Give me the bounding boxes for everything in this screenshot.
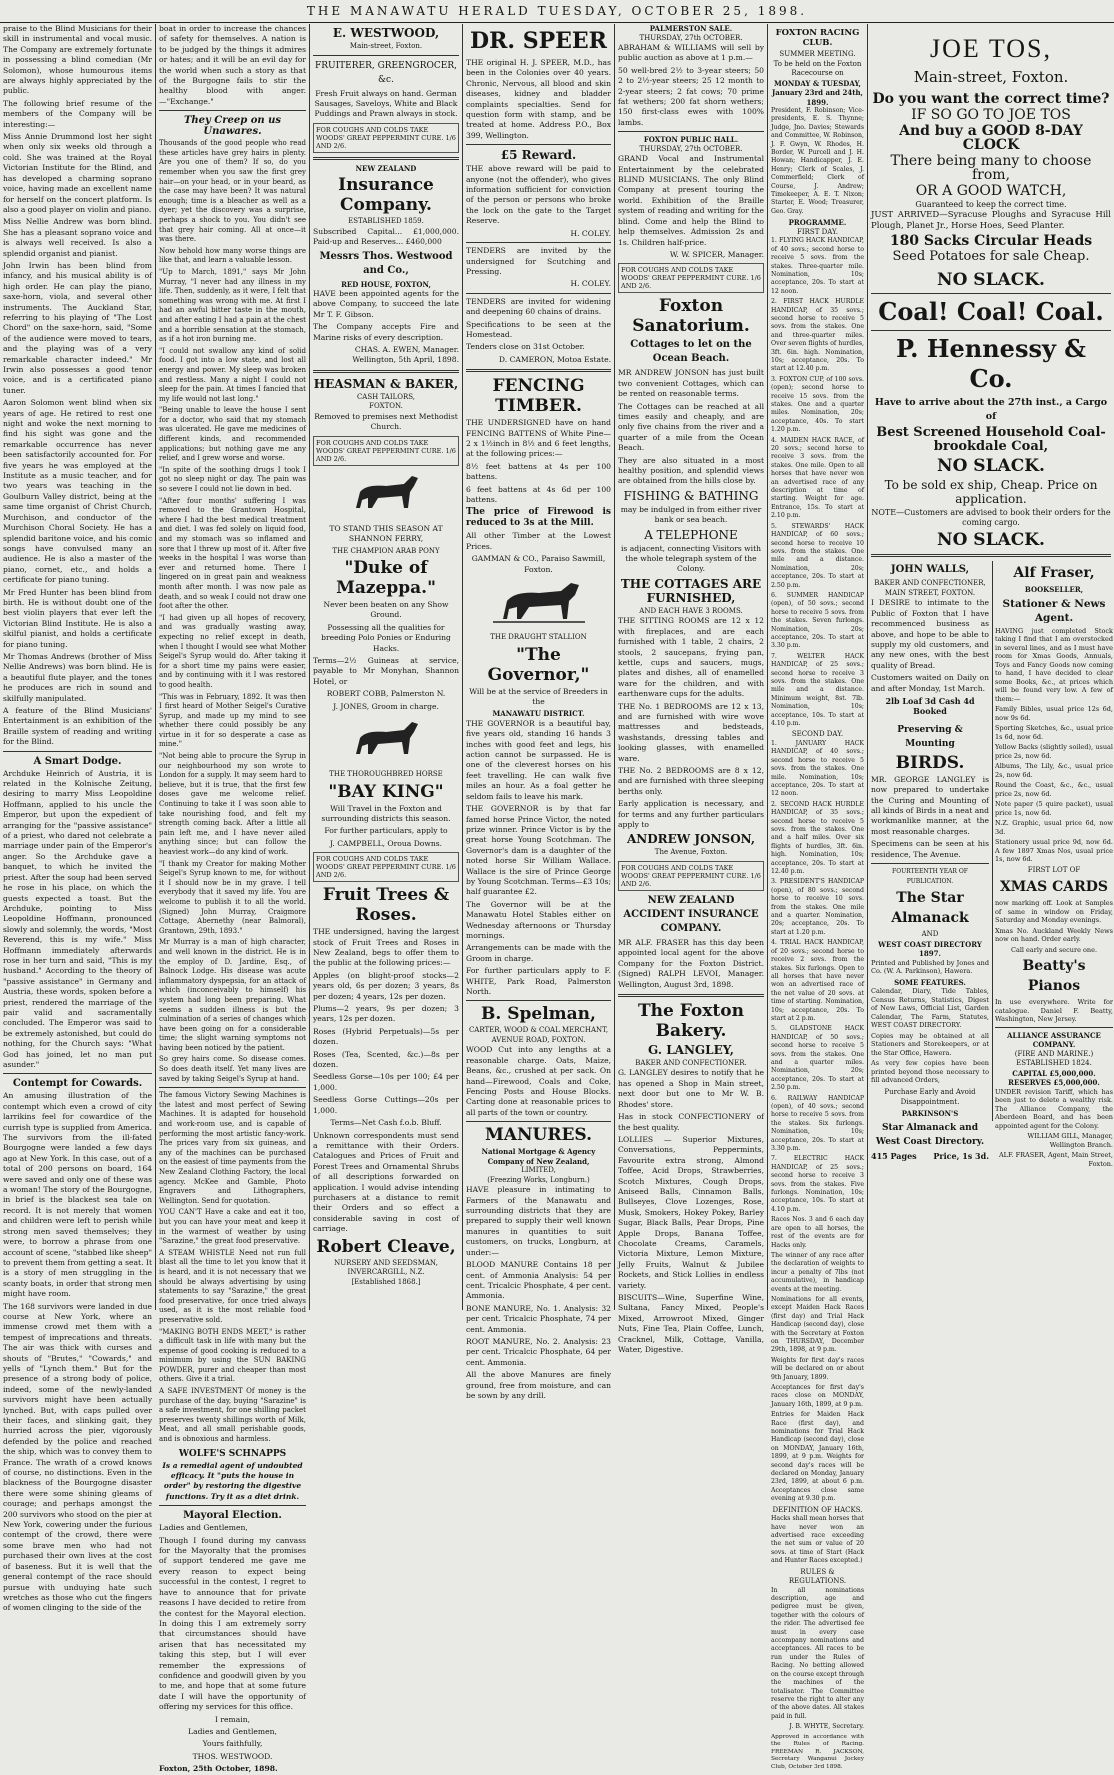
- article-paragraph: "I could not swallow any kind of solid food. I got into a low state, and lost all energy and power. My sleep was broken and restless. Many a night I could not sleep for the pain. At times I fancied that my life would not last long.": [159, 346, 306, 403]
- ad-subheading: WEST COAST DIRECTORY: [878, 939, 982, 949]
- ad-text: The winner of any race after the declaration of weights to incur a penalty of 7lbs (not accumulative), in handicap events at the meeting.: [771, 1251, 864, 1293]
- ad-text: TENDERS are invited by the undersigned for Scutching and Pressing.: [466, 246, 611, 276]
- ad-text: THE above reward will be paid to anyone (not the offender), who gives information sufficient for conviction of the person or persons who broke the lock on the gate to the Target Reserve.: [466, 164, 611, 226]
- ad-text: Sporting Sketches, &c., usual price 1s 6d, now 6d.: [995, 724, 1113, 741]
- ad-subheading: SUMMER MEETING.: [779, 50, 856, 58]
- article-paragraph: praise to the Blind Musicians for their skill in instrumental and vocal music. The Company are extremely fortunate in possessing a blind comedian (Mr Solomon), whose humourous items are always highly appreciated by the public.: [3, 24, 152, 96]
- ad-text: THE UNDERSIGNED have on hand FENCING BATTENS of White Pine—2 x 1½inch in 8½ and 6 feet lengths, at the following prices:—: [466, 418, 611, 459]
- ad-text: Specimens can be seen at his residence, The Avenue.: [871, 839, 989, 859]
- walls-block: [871, 561, 989, 1161]
- ad-text: BLOOD MANURE Contains 18 per cent. of Ammonia Analysis: 54 per cent. Tricalcic Phosphate, 4 per cent. Ammonia.: [466, 1260, 611, 1301]
- page-count: 415 Pages: [871, 1150, 917, 1161]
- race-entry: 2. SECOND HACK HURDLE HANDICAP, of 35 sovs.; second horse to receive 5 sovs. from the stakes. One and a half miles. Over six flights of hurdles, 3ft. 6in. high. Nomination, 10s; acceptance, 20s. To start at 12.40 p.m.: [771, 800, 864, 876]
- ad-text: MR ALF. FRASER has this day been appointed local agent for the above Company for the Foxton District. (Signed) RALPH LEVOI, Manager. Wellington, August 3rd, 1898.: [618, 937, 764, 989]
- ad-heading: P. Hennessy & Co.: [896, 333, 1086, 393]
- ad-subheading: AVENUE ROAD, FOXTON.: [491, 1035, 586, 1044]
- ad-subheading: FIRST DAY.: [797, 227, 838, 236]
- ad-subheading: THE THOROUGHBRED HORSE: [329, 770, 443, 779]
- ad-heading: B. Spelman,: [481, 1004, 596, 1025]
- ad-text: WOOD Cut into any lengths at a reasonable charge. Oats, Maize, Beans, &c., crushed at per sack. On hand—Firewood, Coals and Coke, Fencing Posts and House Blocks. Carting done at reasonable prices to all parts of the town or country.: [466, 1045, 611, 1117]
- horse-illustration: [346, 716, 426, 766]
- letter-salutation: Ladies and Gentlemen,: [159, 1523, 248, 1533]
- horse-illustration: [346, 470, 426, 520]
- ad-text: Specifications to be seen at the Homestead.: [466, 319, 611, 339]
- ad-heading: NO SLACK.: [937, 455, 1045, 476]
- ad-text: 2lb Loaf 3d Cash 4d Booked: [885, 695, 975, 717]
- column-6: [768, 24, 867, 1770]
- column-3: [310, 24, 462, 1310]
- ad-text: Unknown correspondents must send a remittance with their Orders. Catalogues and Prices of Fruit and Forest Trees and Ornamental Shrubs of all descriptions forwarded on application. I would advise intending purchasers at a distance to remit their Orders and so effect a considerable saving in cost of carriage.: [313, 1130, 459, 1234]
- article-paragraph: A SAFE INVESTMENT Of money is the purchase of the day, buying "Sarazine" is a safe investment, for one shilling packet preserves twenty shillings worth of Milk, Meat, and all small perishable goods, and is obnoxious and harmless.: [159, 1387, 306, 1444]
- ad-subheading: Main-street, Foxton.: [349, 42, 423, 50]
- ad-text: ROOT MANURE, No. 2. Analysis: 23 per cent. Tricalcic Phosphate, 64 per cent. Ammonia.: [466, 1336, 611, 1367]
- ad-subheading: THE CHAMPION ARAB PONY: [332, 546, 440, 555]
- ad-text: Will be at the service of Breeders in the: [469, 686, 608, 706]
- article-paragraph: "Being unable to leave the house I sent for a doctor, who said that my stomach was ulcerated. He gave me medicines of different kinds, and recommended applications; but nothing gave me any relief, and I grew worse and worse.: [159, 406, 306, 463]
- ad-subheading: NEW ZEALAND: [355, 163, 417, 173]
- woods-cure-ad: FOR COUGHS AND COLDS TAKE WOODS' GREAT PEPPERMINT CURE. 1/6 AND 2/6.: [313, 436, 459, 466]
- article-paragraph: Miss Nellie Andrew was born blind. She has a pleasant soprano voice and is always well received. Is also a splendid organist and pianist.: [3, 217, 152, 258]
- ad-heading: FENCING TIMBER.: [492, 376, 585, 417]
- race-entry: 4. TRIAL HACK HANDICAP, of 20 sovs.; second horse to receive 2 sovs. from the stakes. Six furlongs. Open to all horses that have never won an advertised race of the net value of 20 sovs. at time of starting. Nomination, 10s; acceptance, 20s. To start at 2 p.m.: [771, 939, 864, 1022]
- stallion-illustration: [489, 579, 589, 629]
- ad-subheading: CAPITAL £5,000,000. RESERVES £5,000,000.: [1008, 1068, 1100, 1088]
- ad-text: Arrangements can be made with the Groom in charge.: [466, 943, 611, 963]
- article-heading: Contempt for Cowards.: [12, 1078, 143, 1090]
- ad-subheading: (FIRE AND MARINE.): [1014, 1049, 1094, 1058]
- ad-heading: FOXTON RACING CLUB.: [775, 28, 860, 48]
- ad-subheading: THURSDAY, 27th OCTOBER.: [639, 33, 743, 42]
- ad-text: OR A GOOD WATCH,: [915, 183, 1067, 199]
- ad-text: Is a remedial agent of undoubted efficacy. It "puts the house in order" by restoring the digestive functions. Try it as a diet drink.: [162, 1460, 303, 1501]
- ad-text: Possessing all the qualities for breeding Polo Ponies or Enduring Hacks.: [321, 622, 451, 653]
- ad-text: LOLLIES — Superior Mixtures, Conversations, Peppermints, Favourite extra strong, Almond Toffee, Acid Drops, Strawberries, Scotch Mixtures, Cough Drops, Aniseed Balls, Cinnamon Balls, Bullseyes, Clove Lozenges, Rose, Musk, Smokers, Hokey Pokey, Barley Sugar, Black Balls, Pear Drops, Pine Apple Drops, Banana Toffee, Chocolate Creams, Caramels, Victoria Mixture, Lemon Mixture, Jelly Fruits, Walnut & Jubilee Rockets, and Stick Lollies in endless variety.: [618, 1134, 764, 1290]
- ad-text: TO STAND THIS SEASON AT SHANNON FERRY,: [329, 523, 443, 544]
- column-rule: [992, 561, 993, 1121]
- ad-subheading: PROGRAMME.: [788, 218, 847, 228]
- race-entry: 2. FIRST HACK HURDLE HANDICAP, of 35 sovs.; second horse to receive 5 sovs. from the stakes. One and three-quarter miles. Over seven flights of hurdles, 3ft. 6in. high. Nomination, 10s; acceptance, 20s. To start at 12.40 p.m.: [771, 298, 864, 373]
- ad-text: Apples (on blight-proof stocks—2 years old, 6s per dozen; 3 years, 8s per dozen; 4 years, 12s per dozen.: [313, 970, 459, 1001]
- article-paragraph: "In spite of the soothing drugs I took I got no sleep night or day. The pain was so severe I could not lie down in bed.: [159, 465, 306, 494]
- letter-signoff: Ladies and Gentlemen,: [188, 1726, 277, 1736]
- ad-text: President, F. Robinson; Vice-presidents, E. S. Thynne; Judge, Jno. Davies; Stewards and Committee, W. Robinson, J. F. Gwyn, W. Rhodes, H. Border, W. Purcell and J. H. Howan; Handicapper, J. E. Henry; Clerk of Scales, J. Commerfield; Clerk of Course, J. Andrew; Timekeeper, A. E. T. Nixon; Starter, E. Wood; Treasurer, Geo. Gray.: [771, 107, 864, 215]
- ad-text: Call early and secure one.: [1010, 945, 1098, 954]
- ad-text: 8½ feet battens at 4s per 100 battens.: [466, 461, 611, 482]
- ad-text: The Cottages can be reached at all times easily and cheaply, and are only five chains from the river and a quarter of a mile from the Ocean Beach.: [618, 401, 764, 453]
- ad-subheading: NURSERY AND SEEDSMAN,: [334, 1258, 438, 1267]
- ad-text: Albums, The Lily, &c., usual price 2s, now 6d.: [995, 762, 1113, 779]
- ad-heading: JOHN WALLS,: [890, 564, 970, 576]
- ad-text: Nominations for all events, except Maiden Hack Races (first day) and Trial Hack Handicap (second day), close with the Secretary at Foxton on THURSDAY, December 29th, 1898, at 9 p.m.: [771, 1295, 864, 1354]
- ad-text: now marking off. Look at Samples of same in window on Friday, Saturday and Monday evenings.: [995, 899, 1113, 925]
- ad-text: Roses (Hybrid Perpetuals)—5s per dozen.: [313, 1026, 459, 1047]
- ad-heading: £5 Reward.: [500, 148, 577, 163]
- ad-text: 50 well-bred 2½ to 3-year steers; 50 2 to 2½-year steers; 25 12 month to 2-year steers; 2 fat cows; 70 prime fat wethers; 200 fat shorn wethers; 150 first-class ewes with 100% lambs.: [618, 65, 764, 127]
- ad-text: Purchase Early and Avoid Disappointment.: [884, 1087, 976, 1106]
- ad-heading: FOXTON PUBLIC HALL.: [643, 135, 739, 145]
- ad-subheading: CASH TAILORS,: [356, 392, 416, 401]
- ad-subheading: THURSDAY, 27th OCTOBER.: [639, 144, 743, 153]
- ad-text: Copies may be obtained at all Stationers and Storekeepers, or at the Star Office, Hawera.: [871, 1031, 989, 1057]
- ad-text: The Governor will be at the Manawatu Hotel Stables either on Wednesday afternoons or Thursday mornings.: [466, 899, 611, 940]
- woods-cure-ad: FOR COUGHS AND COLDS TAKE WOODS' GREAT PEPPERMINT CURE. 1/6 AND 2/6.: [618, 861, 764, 891]
- ad-text: 6 feet battens at 4s 6d per 100 battens.: [466, 484, 611, 504]
- ad-text: The price of Firewood is reduced to 3s at the Mill.: [466, 507, 611, 529]
- ad-text: There being many to choose from,: [890, 153, 1092, 183]
- ad-heading: Preserving & Mounting: [897, 724, 963, 749]
- ad-heading: THE COTTAGES ARE FURNISHED,: [620, 576, 762, 605]
- ad-heading: XMAS CARDS: [999, 879, 1109, 896]
- ad-text: WILLIAM GILL, Manager, Wellington Branch.: [1027, 1132, 1113, 1149]
- ad-heading: WOLFE'S SCHNAPPS: [178, 1448, 287, 1459]
- ad-heading: BIRDS.: [895, 752, 965, 773]
- article-paragraph: A feature of the Blind Musicians' Entertainment is an exhibition of the Braille system of reading and writing for the Blind.: [3, 706, 152, 747]
- ad-text: Removed to premises next Methodist Church.: [314, 411, 458, 432]
- ad-subheading: [Established 1868.]: [351, 1277, 421, 1286]
- ad-text: H. COLEY.: [570, 228, 611, 238]
- ad-subheading: MANAWATU DISTRICT.: [492, 709, 585, 719]
- price: Price, 1s 3d.: [933, 1150, 989, 1161]
- ad-text: Early application is necessary, and for terms and any further particulars apply to: [618, 799, 764, 830]
- woods-cure-ad: FOR COUGHS AND COLDS TAKE WOODS' GREAT PEPPERMINT CURE. 1/6 AND 2/6.: [313, 123, 459, 153]
- ad-heading: "BAY KING": [328, 781, 444, 802]
- ad-text: THE No. 2 BEDROOMS are 8 x 12, and are furnished with three sleeping berths only.: [618, 766, 764, 796]
- article-paragraph: A STEAM WHISTLE Need not run full blast all the time to let you know that it is heard, and it is not necessary that we should be always advertising by using statements to say "Sarazine," the great food preservative, for once tried always used, as it is the most reliable food preservative sold.: [159, 1248, 306, 1324]
- article-paragraph: Mr Thomas Andrews (brother of Miss Nellie Andrews) was born blind. He is a beautiful flute player, and the tones he produces are rich in sound and skilfully manipulated.: [3, 651, 152, 703]
- ad-text: Weights for first day's races will be declared on or about 9th January, 1899.: [771, 1356, 864, 1381]
- ad-heading: DR. SPEER: [470, 28, 607, 54]
- ad-text: N.Z. Graphic, usual price 6d, now 3d.: [995, 819, 1113, 836]
- article-paragraph: John Irwin has been blind from infancy, and his musical ability is of high order. He can play the piano, saxe-horn, viola, and several other instruments. The Auckland Star, referring to his playing of "The Lost Chord" on the saxe-horn, said, "Some of the audience were moved to tears, and the playing was of a very remarkable character indeed." Mr Irwin also possesses a good tenor voice, and is a certificated piano tuner.: [3, 260, 152, 395]
- ad-text: ABRAHAM & WILLIAMS will sell by public auction as above at 1 p.m.—: [618, 43, 764, 63]
- ad-heading: Insurance Company.: [338, 175, 434, 216]
- ad-heading: MANURES.: [484, 1125, 593, 1146]
- article-paragraph: The 168 survivors were landed in due course at New York, where an immense crowd met them with a tempest of imprecations and threats. The air was thick with curses and shouts of "Brutes," "Cowards," and yells of "Lynch them." But for the presence of a strong body of police, indeed, some of the newly-landed survivors might have been actually lynched. But, with caps pulled over their faces, and slinking gait, they hurried across the pier, vigorously defended by the police and reached the ship, which was to convey them to France. The wrath of a crowd knows of course, no distinctions. Even in the blackness of the Bourgogne disaster there were some shining gleams of courage; and perhaps amongst the 200 survivors who stood on the pier at New York, cowering under the furious contempt of the crowd, there were some brave men who had not purchased their own lives at the cost of baseness. But it is well that the general contempt of the race should pursue with unduying hate such wretches as those who cut the fingers of women clinging to the side of the: [3, 1301, 152, 1613]
- price-line: [871, 1151, 989, 1161]
- ad-subheading: BOOKSELLER,: [1024, 585, 1084, 595]
- ad-text: G. LANGLEY desires to notify that he has opened a Shop in Main street, next door but one to Mr W. B. Rhodes' store.: [618, 1068, 764, 1109]
- article-paragraph: Thousands of the good people who read these articles have grey hairs in plenty. Are you one of them? If so, do you remember when you saw the first grey hair—on your head, or in your beard, as the case may have been? It was natural enough; time is a bleacher as well as a dyer; yet the discovery was a surprise, perhaps a shock to you. You didn't see that grey hair coming. All at once—it was there.: [159, 139, 306, 244]
- ad-text: TENDERS are invited for widening and deepening 60 chains of drains.: [466, 296, 611, 317]
- ad-heading: Stationer & News Agent.: [1002, 597, 1106, 624]
- ad-subheading: FOXTON.: [369, 402, 403, 411]
- ad-text: MR ANDREW JONSON has just built two convenient Cottages, which can be rented on reasonable terms.: [618, 368, 764, 399]
- ad-subheading: ESTABLISHED 1824.: [1016, 1059, 1092, 1068]
- race-entry: 4. MAIDEN HACK RACE, of 20 sovs.; second horse to receive 3 sovs. from the stakes. One mile. Open to all horses that have never won an advertised race of any description at time of starting. Weight for age. Entrance, 15s. To start at 2.10 p.m.: [771, 436, 864, 520]
- ad-text: Has in stock CONFECTIONERY of the best quality.: [618, 1112, 764, 1132]
- ad-heading: ALLIANCE ASSURANCE COMPANY.: [1007, 1030, 1101, 1050]
- article-heading: They Creep on us Unawares.: [183, 115, 282, 138]
- ad-heading: NO SLACK.: [937, 530, 1045, 551]
- ad-text: Subscribed Capital... £1,000,000. Paid-up and Reserves... £460,000: [313, 226, 459, 247]
- ad-text: For further particulars apply to F. WHITE, Park Road, Palmerston North.: [466, 966, 611, 996]
- fraser-block: [995, 561, 1113, 1170]
- ad-text: Have to arrive about the 27th inst., a Cargo of: [874, 396, 1108, 422]
- ad-text: They are also situated in a most healthy position, and splendid views are obtained from the hills close by.: [618, 455, 764, 486]
- article-paragraph: "I thank my Creator for making Mother Seigel's Syrup known to me, for without it I should now be in my grave. I tell everybody that it saved my life. You are welcome to publish it to all the world. (Signed) John Murray, Craigmore Cottage, Abernethy (near Balmoral), Grantown, 29th, 1893.": [159, 859, 306, 935]
- ad-text: All other Timber at the Lowest Prices.: [466, 531, 611, 551]
- article-paragraph: boat in order to increase the chances of safety for themselves. A nation is to be judged by the things it admires or hates; and it will be an evil day for the world when such a story as that of the Burgogne fails to stir the healthy blood with anger.—"Exchange.": [159, 24, 306, 106]
- ad-subheading: AND: [921, 930, 939, 939]
- ad-text: BISCUITS—Wine, Superfine Wine, Sultana, Fancy Mixed, People's Mixed, Arrowroot Mixed, Ginger Nuts, Fine Tea, Plain Coffee, Lunch, Cracknel, Milk, Cottage, Vanilla, Water, Digestive.: [618, 1293, 764, 1355]
- column-4: [463, 24, 614, 1400]
- article-paragraph: Archduke Heinrich of Austria, it is related in the Kolnische Zeitung, desiring to marry Miss Leopoldine Hoffmann, applied to his uncle the Emperor, but upon the expedient of arranging for the "passive assistance" of a priest, who dared not celebrate a marriage under pain of the Emperor's anger. So the Archduke gave a banquet, to which he invited the priest. After the soup had been served he rose in his place, on which the guests expected a toast. But the Archduke, pointing to Miss Leopoldine Hoffmann, pronounced slowly and solemnly, the words, "Most Reverend, this is my wife." Miss Hoffmann immediately afterwards rose in her turn and said, "This is my husband." According to the theory of "passive assistance" in Germany and Austria, these words, spoken before a priest, rendered the marriage of the pair valid and sacramentally concluded. The Emperor was said to be extremely astonished, but could do nothing, for the Church says: "What God has joined, let no man put asunder.": [3, 768, 152, 1069]
- column-2: [156, 24, 309, 1774]
- ad-text: Customers waited on Daily on and after Monday, 1st March.: [871, 673, 989, 693]
- article-paragraph: "I had given up all hopes of recovery, and was gradually wasting away, expecting no relief except in death, when I thought I would see what Mother Seigel's Syrup would do. After taking it for a short time my pains were easier, and by continuing with it I was restored to good health.: [159, 613, 306, 689]
- ad-heading: Robert Cleave,: [316, 1236, 456, 1257]
- ad-text: Terms—Net Cash f.o.b. Bluff.: [330, 1118, 442, 1128]
- ad-heading: Coal! Coal! Coal.: [878, 296, 1104, 326]
- ad-text: J. CAMPBELL, Oroua Downs.: [329, 838, 443, 848]
- ad-text: D. CAMERON, Motoa Estate.: [498, 354, 611, 364]
- race-entry: 6. SUMMER HANDICAP (open), of 50 sovs.; second horse to receive 5 sovs. from the stakes. Seven furlongs. Nomination, 20s; acceptance, 20s. To start at 3.30 p.m.: [771, 591, 864, 650]
- masthead: THE MANAWATU HERALD TUESDAY, OCTOBER 25, 1898.: [0, 0, 1114, 23]
- ad-heading: HEASMAN & BAKER,: [313, 376, 459, 391]
- ad-text: HAVE pleasure in intimating to Farmers of the Manawatu and surrounding districts that they are prepared to supply their well known manures in quantities to suit customers, on trucks, Longburn, at under:—: [466, 1185, 611, 1257]
- ad-text: In all nominations description, age and pedigree must be given, together with the colours of the rider. The advertised fee must in every case accompany nominations and acceptances. All races to be run under the Rules of Racing. No betting allowed on the course except through the machines of the totalisator. The Committee reserve the right to alter any of the above dates. All stakes paid in full.: [771, 1586, 864, 1720]
- ad-text: HAVE been appointed agents for the above Company, to succeed the late Mr T. F. Gibson.: [313, 289, 459, 319]
- ad-text: W. W. SPICER, Manager.: [669, 249, 764, 259]
- article-paragraph: The famous Victory Sewing Machines is the latest and most perfect of Sewing Machines. It is adapted for household and work-room use, and is capable of performing the most artistic fancy-work. The prices vary from six guineas, and any of the machines can be purchased on the easiest of time payments from the New Zealand Clothing Factory, the local agency. McKee and Gamble, Photo Engravers and Lithographers, Wellington. Send for quotation.: [159, 1091, 306, 1205]
- ad-text: Printed and Published by Jones and Co. (W. A. Parkinson), Hawera.: [871, 958, 989, 976]
- ad-text: may be indulged in from either river bank or sea beach.: [620, 504, 762, 525]
- woods-cure-ad: FOR COUGHS AND COLDS TAKE WOODS' GREAT PEPPERMINT CURE. 1/6 AND 2/6.: [313, 852, 459, 882]
- ad-subheading: DEFINITION OF HACKS.: [772, 1505, 863, 1514]
- ad-subheading: RULES & REGULATIONS.: [788, 1567, 847, 1586]
- race-entry: 1. JANUARY HACK HANDICAP, of 40 sovs.; second horse to receive 5 sovs. from the stakes. One mile. Nomination, 10s; acceptance, 20s. To start at 12 noon.: [771, 739, 864, 798]
- article-paragraph: Miss Annie Drummond lost her sight when only six weeks old through a cold. She was trained at the Royal Victorian Institute for the Blind, and has developed a charming soprano voice, having made an excellent name for herself on the concert platform. Is also a good player on violin and piano.: [3, 132, 152, 214]
- ad-heading: Messrs Thos. Westwood and Co.,: [319, 250, 453, 276]
- article-paragraph: Mr Fred Hunter has been blind from birth. He is without doubt one of the best violin players that ever left the Victorian Blind Institute. He is also a skilful pianist, and holds a certificate for piano tuning.: [3, 587, 152, 649]
- article-paragraph: Aaron Solomon went blind when six years of age. He retired to rest one night and woke the next morning to find his sight was gone and the remarkable occurrence has never been satisfactorily accounted for. For five years he was employed at the Institute as a music teacher, and for two years was teaching in the Goulburn Valley district, being at the same time organist of Christ Church, Murchison, and conductor of the Murchison Choral Society. He has a splendid baritone voice, and his comic songs have convulsed many an audience. He is also a master of the piano, cornet, etc., and holds a certificate for piano tuning.: [3, 398, 152, 585]
- ad-text: Round the Coast, &c., &c., usual price 2s, now 6d.: [995, 781, 1113, 798]
- ad-text: Seed Potatoes for sale Cheap.: [892, 248, 1090, 264]
- ad-text: J. JONES, Groom in charge.: [333, 701, 439, 711]
- ad-text: Star Almanack and West Coast Directory.: [875, 1122, 985, 1147]
- ad-subheading: PARKINSON'S: [901, 1109, 959, 1119]
- ad-text: THE original H. J. SPEER, M.D., has been in the Colonies over 40 years. Chronic, Nervous, all blood and skin diseases, kidney and bladder complaints specialties. Send for question form with stamp, and be treated at home. Address P.O., Box 399, Wellington.: [466, 58, 611, 140]
- ad-text: J. B. WHYTE, Secretary.: [789, 1723, 864, 1731]
- ad-heading: "Duke of Mazeppa.": [336, 558, 436, 598]
- ad-text: Do you want the correct time?: [872, 91, 1110, 107]
- ad-heading: NEW ZEALAND ACCIDENT INSURANCE COMPANY.: [623, 894, 759, 934]
- ad-subheading: SOME FEATURES.: [894, 977, 966, 987]
- ad-text: Family Bibles, usual price 12s 6d, now 9s 6d.: [995, 705, 1113, 722]
- race-entry: 1. FLYING HACK HANDICAP, of 40 sovs.; second horse to receive 5 sovs. from the stakes. Three-quarter mile. Nomination, 10s; acceptance, 20s. To start at 12 noon.: [771, 237, 864, 295]
- article-paragraph: "Up to March, 1891," says Mr John Murray, "I never had any illness in my life. Then, suddenly, as it were, I felt that something was wrong with me. At first I had an awful bitter taste in the mouth, and after eating I had a pain at the chest and a horrible sensation at the stomach, as if a hot iron burning me.: [159, 267, 306, 344]
- ad-text: Best Screened Household Coal-brookdale Coal,: [876, 424, 1106, 454]
- ad-text: Note paper (5 quire packet), usual price 1s, now 6d.: [995, 800, 1113, 817]
- ad-subheading: AND EACH HAVE 3 ROOMS.: [639, 606, 743, 615]
- ad-subheading: RED HOUSE, FOXTON,: [341, 279, 431, 289]
- ad-text: In use everywhere. Write for catalogue. Daniel F. Beatty, Washington, New Jersey.: [995, 998, 1113, 1024]
- ad-text: ROBERT COBB, Palmerston N.: [326, 689, 446, 699]
- ad-text: H. COLEY.: [570, 279, 611, 289]
- ad-heading: FRUITERER, GREENGROCER, &c.: [315, 60, 457, 85]
- ad-text: CHAS. A. EWEN, Manager. Wellington, 5th April, 1898.: [352, 345, 459, 365]
- article-paragraph: "Not being able to procure the Syrup in our neighbourhood my son wrote to London for a supply. It may seem hard to believe, but it is true, that the first few doses gave me welcome relief. Continuing to take it I was soon able to take nourishing food, and felt my strength coming back. After a little all pain left me, and I have never ailed anything since; but can follow the heaviest work—do any kind of work.: [159, 752, 306, 856]
- article-paragraph: Now behold how many worse things are like that, and learn a valuable lesson.: [159, 246, 306, 265]
- ad-subheading: THE DRAUGHT STALLION: [490, 633, 587, 642]
- ad-text: To be sold ex ship, Cheap. Price on application.: [884, 477, 1098, 506]
- ad-text: I DESIRE to intimate to the Public of Foxton that I have recommenced business as above, and hope to be able to supply my old customers, and any new ones, with the best quality of Bread.: [871, 598, 989, 670]
- ad-heading: NO SLACK.: [937, 269, 1045, 290]
- ad-text: Roses (Tea, Scented, &c.)—8s per dozen.: [313, 1049, 459, 1070]
- ad-subheading: FIRST LOT OF: [1027, 865, 1081, 874]
- ad-heading: Foxton Sanatorium.: [632, 296, 750, 337]
- ad-text: THE GOVERNOR is a beautiful bay, five years old, standing 16 hands 3 inches with good feet and legs, his action cannot be surpassed. He is one of the cleverest horses on his feet travelling. He can walk five miles an hour. As a foal getter he seldom fails to leave his mark.: [466, 718, 611, 801]
- column-7: [868, 24, 1114, 1310]
- ad-text: is adjacent, connecting Visitors with the whole telegraph system of the Colony.: [620, 543, 762, 574]
- ad-text: Seedless Gorse—10s per 100; £4 per 1,000.: [313, 1072, 459, 1092]
- ad-text: Fresh Fruit always on hand. German Sausages, Saveloys, White and Black Puddings and Prawn always in stock.: [314, 88, 458, 119]
- article-paragraph: "After four months' suffering I was removed to the Grantown Hospital, where I had the best medical treatment and diet. I was fed solely on liquid food, and my stomach was so inflamed and sore that I threw up most of it. After five weeks in the hospital I was worse than ever and returned home. There I lingered on in great pain and weakness month after month. I was now pale as death, and so weak I could not draw one foot after the other.: [159, 496, 306, 611]
- ad-subheading: The Avenue, Foxton.: [654, 848, 728, 857]
- article-paragraph: "This was in February, 1892. It was then I first heard of Mother Seigel's Curative Syrup, and made up my mind to see whether there could possibly be any virtue in it for so desperate a case as mine.": [159, 692, 306, 749]
- ad-subheading: CARTER, WOOD & COAL MERCHANT,: [468, 1026, 609, 1035]
- ad-text: Tenders close on 31st October.: [466, 342, 585, 352]
- ad-subheading: National Mortgage & Agency Company of New Zealand,: [481, 1147, 596, 1166]
- ad-text: NOTE—Customers are advised to book their orders for the coming cargo.: [871, 507, 1111, 527]
- ad-text: Hacks shall mean horses that have never won an advertised race exceeding the net sum or value of 20 sovs. at time of Start (Hack and Hunter Races excepted.): [771, 1515, 864, 1565]
- ad-heading: Beatty's Pianos: [1022, 958, 1086, 995]
- letter-date: Foxton, 25th October, 1898.: [159, 1764, 278, 1774]
- ad-text: Entries for Maiden Hack Race (first day), and nominations for Trial Hack Handicap (second day), close on MONDAY, January 16th, 1899, at 9 p.m. Weights for second day's races will be declared on Monday, January 23rd, 1899, at about 6 p.m. Acceptances close same evening at 9.30 p.m.: [771, 1411, 864, 1503]
- ad-subheading: (Freezing Works, Longburn.): [487, 1175, 590, 1184]
- ad-heading: ANDREW JONSON,: [626, 832, 756, 847]
- race-entry: 6. RAILWAY HANDICAP (open), of 40 sovs.; second horse to receive 5 sovs. from the stakes. Six furlongs. Nomination, 10s; acceptance, 20s. To start at 3.30 p.m.: [771, 1094, 864, 1153]
- ad-text: For further particulars, apply to: [324, 826, 448, 836]
- ad-text: GAMMAN & CO., Paraiso Sawmill, Foxton.: [471, 554, 606, 574]
- column-5: [615, 24, 767, 1355]
- article-paragraph: The following brief resume of the members of the Company will be interesting:—: [3, 98, 152, 129]
- ad-text: IF SO GO TO JOE TOS: [911, 107, 1071, 123]
- race-entry: 5. GLADSTONE HACK HANDICAP, of 50 sovs.; second horse to receive 5 sovs. from the stakes. One and a quarter miles. Nomination, 20s; acceptance, 20s. To start at 2.50 p.m.: [771, 1025, 864, 1092]
- ad-text: Races Nos. 3 and 6 each day are open to all horses, the rest of the events are for Hacks only.: [771, 1216, 864, 1249]
- ad-text: Terms—2½ Guineas at service, payable to Mr Monyhan, Shannon Hotel, or: [313, 656, 459, 686]
- race-entry: 5. STEWARDS' HACK HANDICAP, of 60 sovs.; second horse to receive 10 sovs. from the stakes. One mile and a distance. Nomination, 20s; acceptance, 20s. To start at 2.50 p.m.: [771, 522, 864, 589]
- race-entry: 3. PRESIDENT'S HANDICAP (open), of 80 sovs.; second horse to receive 10 sovs. from the stakes. One mile and a quarter. Nomination, 20s; acceptance, 20s. To start at 1.20 p.m.: [771, 878, 864, 936]
- ad-text: THE GOVERNOR is by that far famed horse Prince Victor, the noted prize winner. Prince Victor is by the great horse Young Scotchman. The Governor's dam is a daughter of the noted horse Sir William Wallace. Wallace is the sire of Prince George by Young Scotchman. Terms—£3 10s; half guarantee £2.: [466, 804, 611, 897]
- race-entry: 7. WELTER HACK HANDICAP, of 25 sovs.; second horse to receive 3 sovs. from the stakes. One mile and a distance. Minimum weight, 8st. 7lb. Nomination, 10s; acceptance, 10s. To start at 4.10 p.m.: [771, 652, 864, 728]
- article-paragraph: Mr Murray is a man of high character, and well known in the district. He is in the employ of D. Jardine, Esq., of Balnock Lodge. His disease was acute inflammatory dyspepsia, for an attack of which (inconceivably to himself) his system had long been preparing. What seems a sudden illness is but the culmination of a series of changes which have been going on for a considerable time; the slight warning symptoms not having been noticed by the patient.: [159, 938, 306, 1052]
- ad-heading: "The Governor,": [487, 644, 590, 685]
- ad-text: Calendar, Diary, Tide Tables, Census Returns, Statistics, Digest of New Laws, Official List, Garden Calendar, The Farm, Statutes, WEST COAST DIRECTORY.: [871, 987, 989, 1030]
- ad-text: Never been beaten on any Show Ground.: [323, 600, 449, 620]
- ad-text: Yellow Backs (slightly soiled), usual price 2s, now 6d.: [995, 743, 1113, 760]
- ad-subheading: INVERCARGILL, N.Z.: [347, 1268, 425, 1277]
- ad-text: Acceptances for first day's races close on MONDAY, January 16th, 1899, at 9 p.m.: [771, 1384, 864, 1408]
- ad-heading: FISHING & BATHING: [623, 488, 759, 503]
- ad-text: Xmas No. Auckland Weekly News now on hand. Order early.: [995, 926, 1113, 944]
- ad-text: Will Travel in the Foxton and surrounding districts this season.: [321, 803, 451, 823]
- column-1: [0, 24, 155, 1613]
- ad-heading: The Foxton Bakery.: [638, 1000, 744, 1041]
- ad-text: The Company accepts Fire and Marine risks of every description.: [313, 322, 459, 342]
- ad-text: Approved in accordance with the Rules of Racing. FREEMAN R. JACKSON, Secretary Wanganui Jockey Club, October 3rd 1898.: [771, 1733, 864, 1770]
- ad-text: THE No. 1 BEDROOMS are 12 x 13, and are furnished with wire wove mattresses and bedsteads, washstands, dressing tables and looking glasses, with enamelled ware.: [618, 701, 764, 763]
- bottom-section: [871, 561, 1113, 1168]
- ad-text: Plums—2 years, 9s per dozen; 3 years, 12s per dozen.: [313, 1004, 459, 1024]
- article-paragraph: So grey hairs come. So disease comes. So does death itself. Yet many lives are saved by taking Seigel's Syrup at hand.: [159, 1055, 306, 1083]
- ad-subheading: 1897.: [919, 949, 941, 959]
- ad-text: MONDAY & TUESDAY, January 23rd and 24th, 1899.: [772, 78, 863, 107]
- letter-signature: THOS. WESTWOOD.: [192, 1751, 273, 1761]
- article-paragraph: Though I found during my canvass for the Mayoralty that the promises of support tendered me gave me every reason to expect being successful in the contest, I regret to have to announce that for private reasons I have decided to retire from the contest for the Mayoral election. In doing this I am extremely sorry that circumstances should have arisen that has necessitated my taking this step, but I will ever remember the expressions of confidence and goodwill given by you to me, and hope that at some future date I will have the opportunity of offering my services for this office.: [159, 1535, 306, 1712]
- ad-text: ESTABLISHED 1859.: [348, 217, 424, 226]
- ad-text: Stationery usual price 9d, now 6d. A few 1897 Xmas Nos, usual price 1s, now 6d.: [995, 838, 1113, 864]
- article-heading: Mayoral Election.: [183, 1510, 282, 1522]
- ad-subheading: BAKER AND CONFECTIONER.: [635, 1058, 747, 1067]
- ad-text: And buy a GOOD 8-DAY CLOCK: [899, 123, 1083, 153]
- letter-signoff: Yours faithfully,: [202, 1739, 263, 1749]
- ad-text: HAVING just completed Stock taking I find that I am overstocked in several lines, and as I must have room for Xmas Goods, Annuals, Toys and Fancy Goods now coming to hand, I have decided to clear some Books, &c., at prices which will be found very low. A few of them:—: [995, 626, 1113, 703]
- ad-text: All the above Manures are finely ground, free from moisture, and can be sown by any drill.: [466, 1370, 611, 1400]
- ad-subheading: BAKER AND CONFECTIONER,: [874, 579, 986, 588]
- ad-heading: Fruit Trees & Roses.: [322, 885, 450, 926]
- ad-text: THE undersigned, having the largest stock of Fruit Trees and Roses in New Zealand, begs to offer them to the public at the following prices:—: [313, 927, 459, 968]
- ad-heading: JOE TOS,: [930, 34, 1052, 63]
- ad-text: To be held on the Foxton Racecourse on: [773, 59, 862, 77]
- ad-text: As very few copies have been printed beyond those necessary to fill advanced Orders,: [871, 1059, 989, 1085]
- ad-text: ALF. FRASER, Agent, Main Street, Foxton.: [998, 1151, 1113, 1168]
- ad-subheading: Main-street, Foxton.: [913, 68, 1069, 86]
- race-entry: 3. FOXTON CUP, of 100 sovs. (open); second horse to receive 15 sovs. from the stakes. One and a quarter miles. Nomination, 20s; acceptance, 40s. To start 1.20 p.m.: [771, 375, 864, 434]
- ad-text: GRAND Vocal and Instrumental Entertainment by the celebrated BLIND MUSICIANS. The only Blind Company at present touring the world. Exhibition of the Braille system of reading and writing for the blind. Come and help the Blind to help themselves. Admission 2s and 1s. Children half-price.: [618, 154, 764, 247]
- article-heading: A Smart Dodge.: [33, 755, 122, 767]
- ad-subheading: G. LANGLEY,: [648, 1042, 734, 1057]
- article-paragraph: YOU CAN'T Have a cake and eat it too, but you can have your meat and keep it in the warmest of weather by using "Sarazine," the great food preservative.: [159, 1208, 306, 1246]
- ad-heading: PALMERSTON SALE.: [649, 24, 733, 33]
- ad-heading: E. WESTWOOD,: [332, 26, 440, 40]
- ad-text: Seedless Gorse Cuttings—20s per 1,000.: [313, 1095, 459, 1115]
- ad-subheading: MAIN STREET, FOXTON.: [884, 588, 976, 597]
- article-paragraph: An amusing illustration of the contempt which even a crowd of city larrikins feel for cowardice of the currish type is supplied from America. The survivors from the ill-fated Bourgogne were landed a few days ago at New York. In this case, out of a total of 200 persons on board, 164 were saved and only one of these was a woman! The story of the Bourgogne, in brief is the blackest sea tale on record. It is not merely that women and children were left to perish while strong men saved themselves; they were, to borrow a phrase from one account of scene, "stabbed like sheep" to prevent them from getting a seat. It is a story of men struggling in the scanty boats, in order that strong men might have room.: [3, 1091, 152, 1299]
- article-paragraph: "MAKING BOTH ENDS MEET," is rather a difficult task in life with many but the expense of good cooking is reduced to a minimum by using the SUN BAKING POWDER, purer and cheaper than most others. Give it a trial.: [159, 1327, 306, 1384]
- ad-text: BONE MANURE, No. 1. Analysis: 32 per cent. Tricalcic Phosphate, 74 per cent. Ammonia.: [466, 1303, 611, 1334]
- race-entry: 7. ELECTRIC HACK HANDICAP, of 25 sovs.; second horse to receive 3 sovs. from the stakes. Five furlongs. Nomination, 10s; acceptance, 10s. To start at 4.10 p.m.: [771, 1155, 864, 1213]
- ad-text: JUST ARRIVED—Syracuse Ploughs and Syracuse Hill Plough, Planet Jr., Horse Hoes, Seed Planter.: [871, 209, 1111, 231]
- ad-text: Guaranteed to keep the correct time.: [915, 200, 1067, 209]
- ad-text: UNDER revision Tariff, which has been just to delete a wealthy risk. The Alliance Company, the Aberdeen Board, and has been appointed agent for the Colony.: [995, 1087, 1113, 1130]
- ad-text: THE SITTING ROOMS are 12 x 12 with fireplaces, and are each furnished with 1 table, 2 chairs, 2 stools, 2 saucepans, frying pan, kettle, cups and saucers, mugs, plates and dishes, all of enamelled ware for the children, and with earthenware cups for the adults.: [618, 616, 764, 699]
- ad-subheading: FOURTEENTH YEAR OF PUBLICATION.: [892, 868, 968, 885]
- ad-heading: The Star Almanack: [891, 890, 969, 927]
- ad-text: 180 Sacks Circular Heads: [889, 232, 1093, 249]
- ad-subheading: SECOND DAY.: [791, 730, 844, 739]
- ad-subheading: LIMITED,: [521, 1166, 556, 1175]
- ad-text: MR. GEORGE LANGLEY is now prepared to undertake the Curing and Mounting of all kinds of Birds in a neat and workmanlike manner, at the most reasonable charges.: [871, 774, 989, 836]
- woods-cure-ad: FOR COUGHS AND COLDS TAKE WOODS' GREAT PEPPERMINT CURE. 1/6 AND 2/6.: [618, 263, 764, 293]
- letter-signoff: I remain,: [215, 1714, 250, 1724]
- ad-heading: A TELEPHONE: [644, 527, 738, 542]
- ad-subheading: Cottages to let on the Ocean Beach.: [630, 339, 752, 365]
- ad-heading: Alf Fraser,: [1013, 565, 1095, 582]
